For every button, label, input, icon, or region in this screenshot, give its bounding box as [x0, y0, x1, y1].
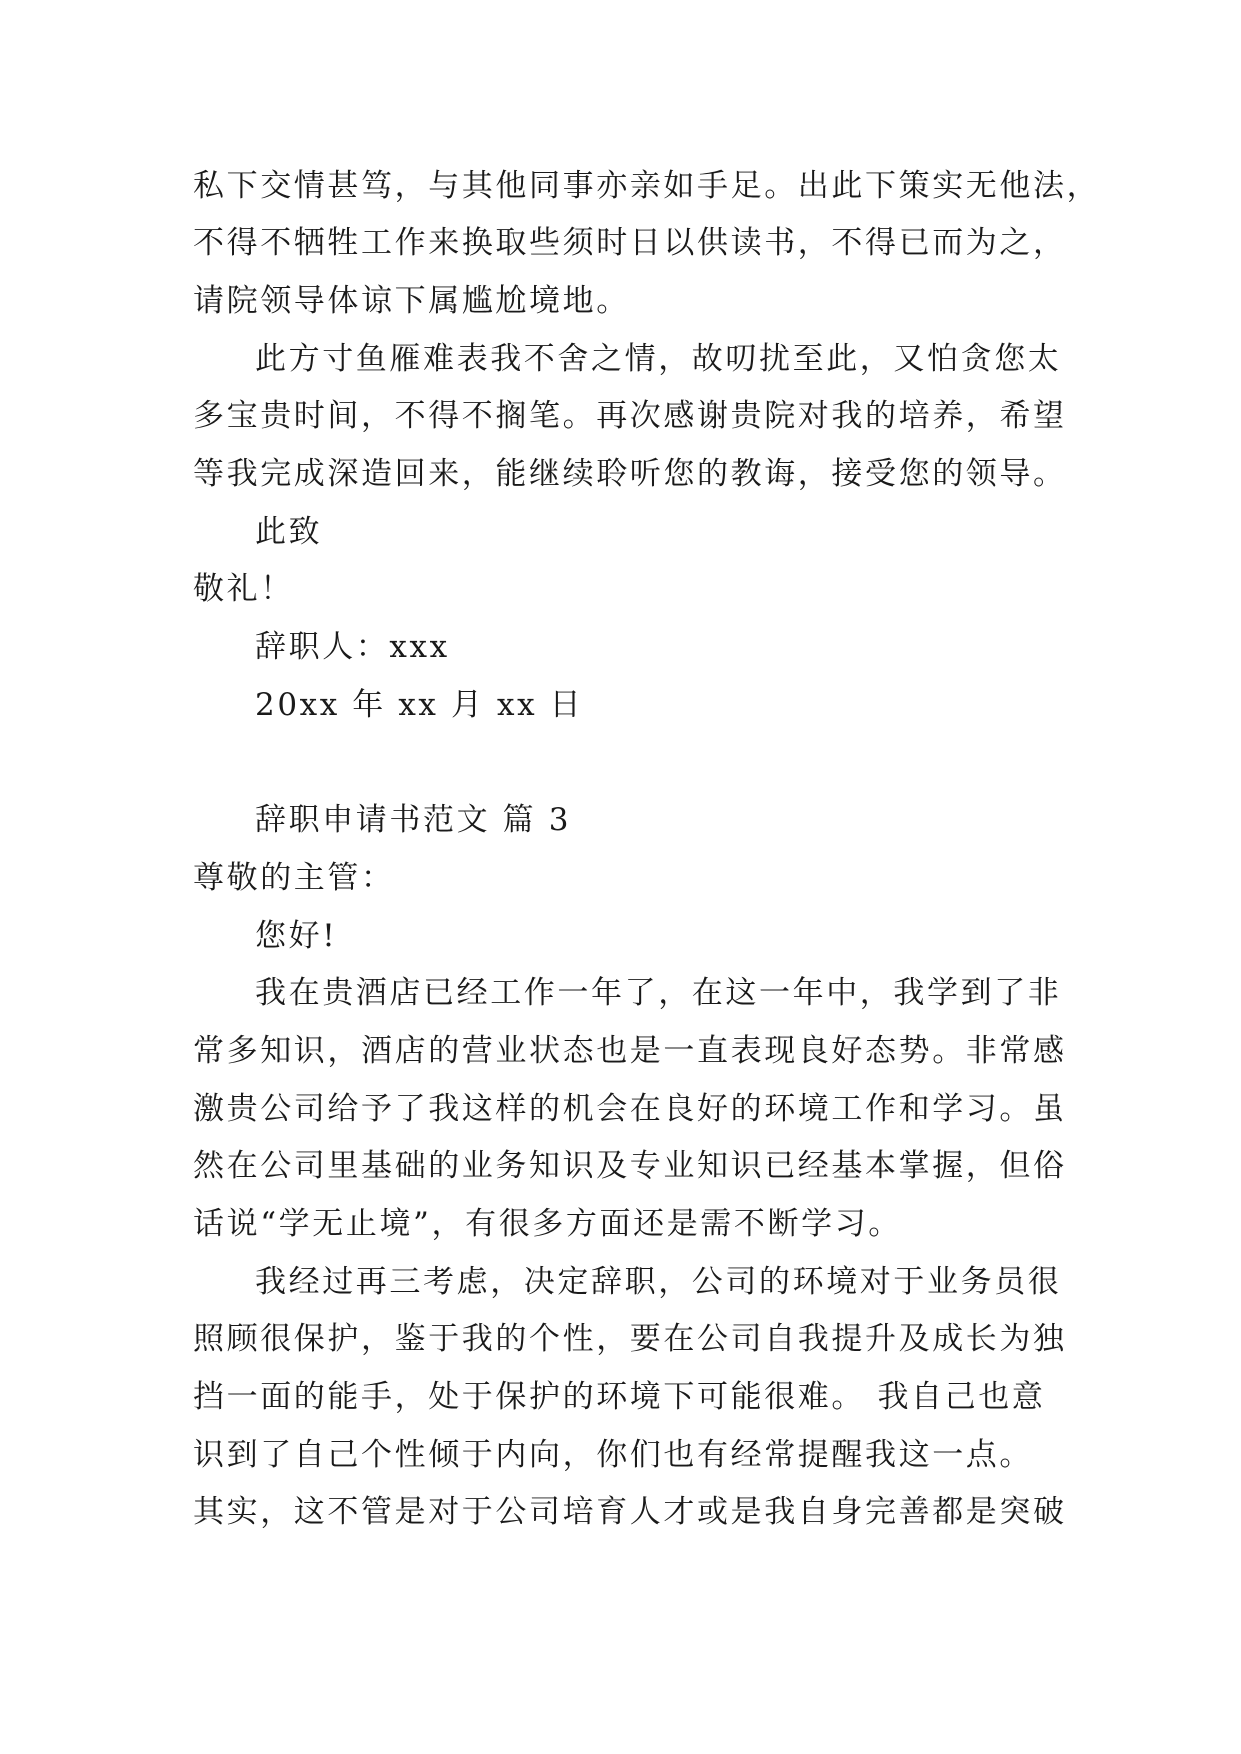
signature-line: 辞职人：xxx	[255, 629, 450, 665]
paragraph-line: 此方寸鱼雁难表我不舍之情，故叨扰至此，又怕贪您太	[255, 341, 1062, 377]
paragraph-line: 话说“学无止境”，有很多方面还是需不断学习。	[193, 1206, 902, 1242]
paragraph-line: 挡一面的能手，处于保护的环境下可能很难。 我自己也意	[193, 1379, 1046, 1415]
paragraph-line: 我在贵酒店已经工作一年了，在这一年中，我学到了非	[255, 975, 1062, 1011]
closing-regards: 敬礼！	[193, 571, 294, 607]
paragraph-line: 请院领导体谅下属尴尬境地。	[193, 283, 630, 319]
paragraph-line: 其实，这不管是对于公司培育人才或是我自身完善都是突破	[193, 1494, 1067, 1530]
paragraph-line: 识到了自己个性倾于内向，你们也有经常提醒我这一点。	[193, 1437, 1033, 1473]
paragraph-line: 不得不牺牲工作来换取些须时日以供读书，不得已而为之，	[193, 225, 1067, 261]
greeting: 您好!	[255, 918, 338, 954]
section-title: 辞职申请书范文 篇 3	[255, 802, 572, 838]
paragraph-line: 照顾很保护，鉴于我的个性，要在公司自我提升及成长为独	[193, 1321, 1067, 1357]
paragraph-line: 私下交情甚笃，与其他同事亦亲如手足。出此下策实无他法，	[193, 168, 1101, 204]
paragraph-line: 多宝贵时间，不得不搁笔。再次感谢贵院对我的培养，希望	[193, 398, 1067, 434]
paragraph-line: 然在公司里基础的业务知识及专业知识已经基本掌握，但俗	[193, 1148, 1067, 1184]
closing-salutation: 此致	[255, 514, 323, 550]
greeting-addressee: 尊敬的主管：	[193, 860, 395, 896]
paragraph-line: 激贵公司给予了我这样的机会在良好的环境工作和学习。虽	[193, 1091, 1067, 1127]
paragraph-line: 等我完成深造回来，能继续聆听您的教诲，接受您的领导。	[193, 456, 1067, 492]
date-line: 20xx 年 xx 月 xx 日	[255, 687, 584, 723]
paragraph-line: 我经过再三考虑，决定辞职，公司的环境对于业务员很	[255, 1264, 1062, 1300]
paragraph-line: 常多知识，酒店的营业状态也是一直表现良好态势。非常感	[193, 1033, 1067, 1069]
